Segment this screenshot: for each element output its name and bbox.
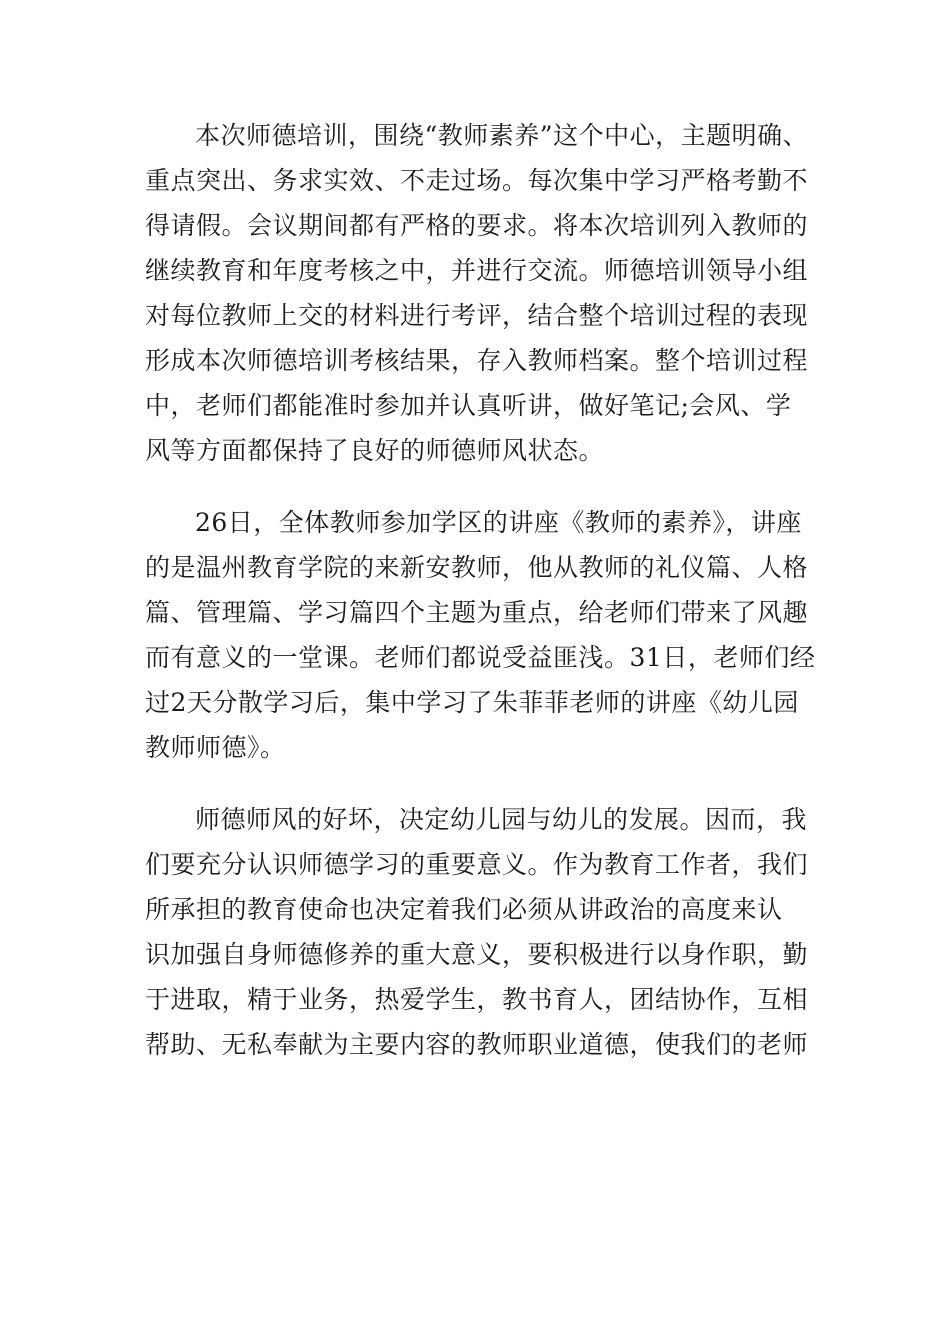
text-line: 对每位教师上交的材料进行考评，结合整个培训过程的表现 — [145, 301, 809, 330]
paragraph-1 — [145, 113, 810, 473]
paragraph-3 — [145, 797, 810, 1067]
document-body — [145, 113, 816, 1094]
text-line: 于进取，精于业务，热爱学生，教书育人，团结协作，互相 — [145, 985, 809, 1014]
text-line: 教师师德》。 — [145, 733, 286, 762]
text-line: 识加强自身师德修养的重大意义，要积极进行以身作职，勤 — [145, 940, 809, 969]
text-line: 本次师德培训，围绕“教师素养”这个中心，主题明确、 — [195, 121, 809, 150]
text-line: 得请假。会议期间都有严格的要求。将本次培训列入教师的 — [145, 211, 809, 240]
text-line: 26日，全体教师参加学区的讲座《教师的素养》，讲座 — [195, 508, 802, 537]
text-line: 帮助、无私奉献为主要内容的教师职业道德，使我们的老师 — [145, 1030, 809, 1059]
text-line: 重点突出、务求实效、不走过场。每次集中学习严格考勤不 — [145, 166, 809, 195]
text-line: 所承担的教育使命也决定着我们必须从讲政治的高度来认 — [145, 895, 783, 924]
text-line: 篇、管理篇、学习篇四个主题为重点，给老师们带来了风趣 — [145, 598, 809, 627]
text-line: 中，老师们都能准时参加并认真听讲，做好笔记;会风、学 — [145, 391, 792, 420]
text-line: 而有意义的一堂课。老师们都说受益匪浅。31日，老师们经 — [145, 643, 816, 672]
text-line: 风等方面都保持了良好的师德师风状态。 — [145, 436, 605, 465]
text-line: 形成本次师德培训考核结果，存入教师档案。整个培训过程 — [145, 346, 809, 375]
text-line: 的是温州教育学院的来新安教师，他从教师的礼仪篇、人格 — [145, 553, 809, 582]
text-line: 们要充分认识师德学习的重要意义。作为教育工作者，我们 — [145, 850, 809, 879]
text-line: 继续教育和年度考核之中，并进行交流。师德培训领导小组 — [145, 256, 809, 285]
text-line: 过2天分散学习后，集中学习了朱菲菲老师的讲座《幼儿园 — [145, 688, 799, 717]
paragraph-2 — [145, 500, 816, 770]
text-line: 师德师风的好坏，决定幼儿园与幼儿的发展。因而，我 — [195, 805, 808, 834]
